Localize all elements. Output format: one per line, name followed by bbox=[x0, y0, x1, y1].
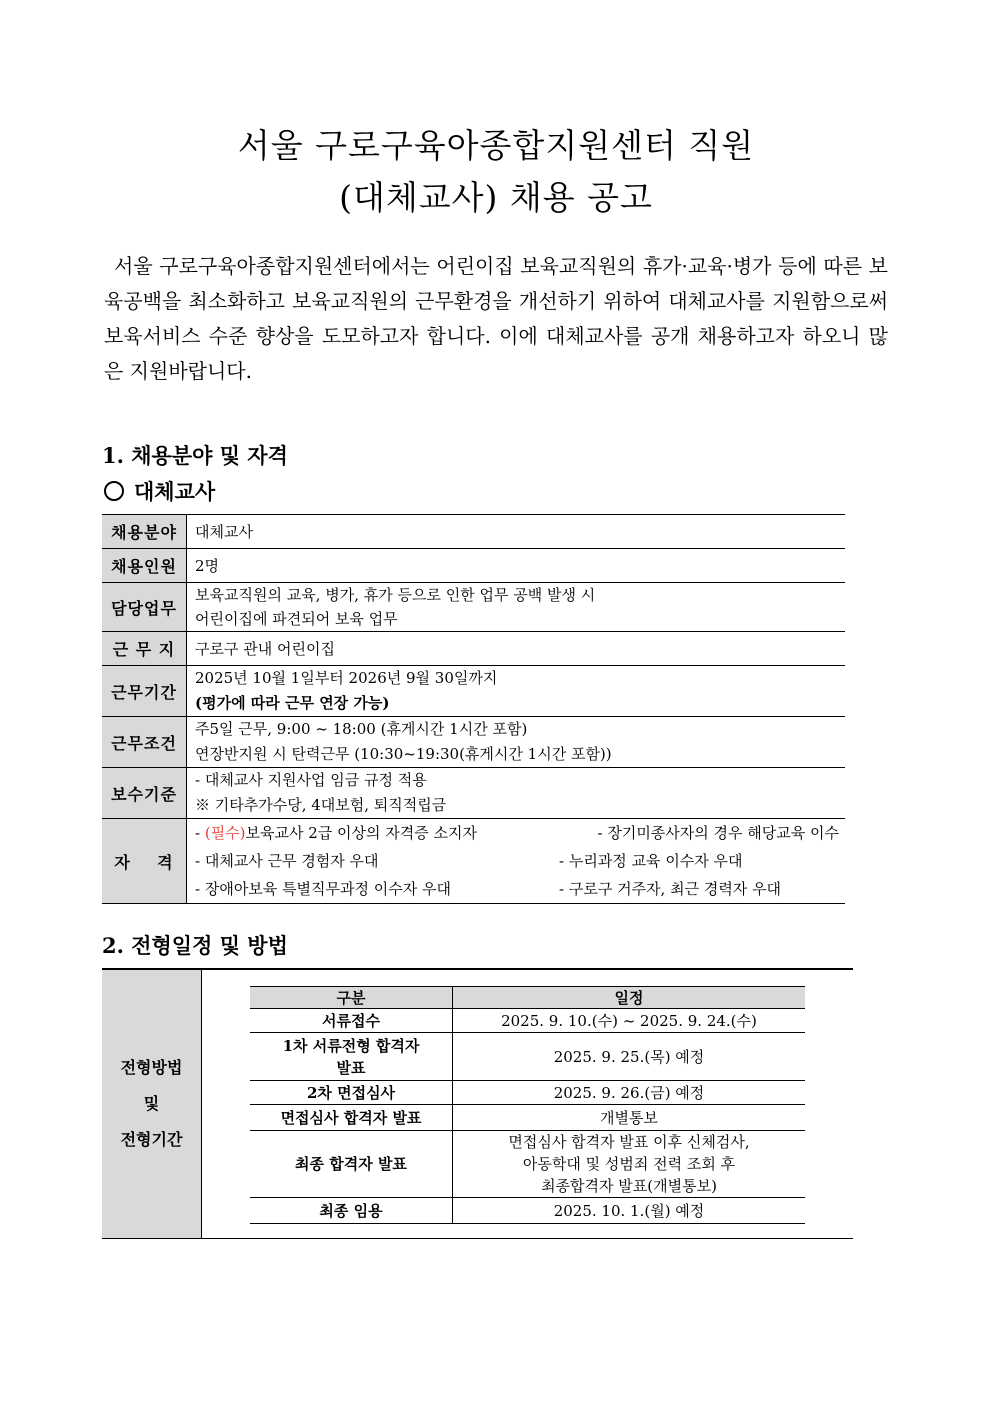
value-field-text: 대체교사 bbox=[195, 522, 253, 541]
duty-line1: 보육교직원의 교육, 병가, 휴가 등으로 인한 업무 공백 발생 시 bbox=[195, 586, 596, 604]
value-pay bbox=[187, 768, 846, 819]
qualification-required bbox=[195, 819, 477, 847]
schedule-line3: 최종합격자 발표(개별통보) bbox=[541, 1177, 717, 1195]
schedule-cell: 2025. 9. 25.(목) 예정 bbox=[453, 1033, 806, 1081]
duty-line2: 어린이집에 파견되어 보육 업무 bbox=[195, 610, 398, 628]
period-line2: (평가에 따라 근무 연장 가능) bbox=[195, 694, 390, 712]
value-period bbox=[187, 666, 846, 717]
item-line1: 1차 서류전형 합격자 bbox=[282, 1036, 420, 1055]
item-cell: 최종 합격자 발표 bbox=[250, 1131, 453, 1198]
notice-title-line1: 서울 구로구육아종합지원센터 직원 bbox=[237, 126, 755, 165]
schedule-box bbox=[102, 968, 853, 1239]
value-qualification bbox=[187, 819, 846, 904]
table-row bbox=[250, 1131, 805, 1198]
label-qualification: 자 격 bbox=[102, 819, 187, 904]
schedule-line2: 아동학대 및 성범죄 전력 조회 후 bbox=[522, 1155, 736, 1173]
period-line1: 2025년 10월 1일부터 2026년 9월 30일까지 bbox=[195, 669, 498, 687]
schedule-cell: 개별통보 bbox=[453, 1105, 806, 1131]
row-pay bbox=[102, 768, 845, 819]
side-label-line1: 전형방법 bbox=[120, 1058, 183, 1077]
row-location bbox=[102, 632, 845, 666]
notice-title-line2: (대체교사) 채용 공고 bbox=[339, 178, 653, 217]
label-pay: 보수기준 bbox=[102, 768, 187, 819]
value-field bbox=[187, 515, 846, 549]
column-header-schedule: 일정 bbox=[453, 987, 806, 1009]
table-row bbox=[250, 1033, 805, 1081]
section2-heading: 2. 전형일정 및 방법 bbox=[102, 933, 288, 958]
value-duty bbox=[187, 583, 846, 632]
row-qualification bbox=[102, 819, 845, 904]
item-line2: 발표 bbox=[336, 1058, 366, 1077]
value-headcount-text: 2명 bbox=[195, 556, 220, 575]
label-period: 근무기간 bbox=[102, 666, 187, 717]
pref1-right: - 누리과정 교육 이수자 우대 bbox=[559, 852, 743, 870]
schedule-table bbox=[250, 986, 805, 1224]
label-conditions: 근무조건 bbox=[102, 717, 187, 768]
schedule-cell: 2025. 10. 1.(월) 예정 bbox=[453, 1198, 806, 1224]
schedule-side-label bbox=[102, 970, 202, 1238]
schedule-cell: 2025. 9. 10.(수) ~ 2025. 9. 24.(수) bbox=[453, 1009, 806, 1033]
item-cell: 2차 면접심사 bbox=[250, 1081, 453, 1105]
conditions-line2: 연장반지원 시 탄력근무 (10:30~19:30(휴게시간 1시간 포함)) bbox=[195, 745, 612, 763]
table-row bbox=[250, 1105, 805, 1131]
value-headcount bbox=[187, 549, 846, 583]
pref1-left: - 대체교사 근무 경험자 우대 bbox=[195, 852, 379, 870]
req-prefix: - bbox=[195, 824, 205, 842]
recruitment-table bbox=[102, 514, 845, 904]
qualification-pref1-row bbox=[195, 847, 839, 875]
value-location bbox=[187, 632, 846, 666]
table-row bbox=[250, 1198, 805, 1224]
req-text: 보육교사 2급 이상의 자격증 소지자 bbox=[245, 824, 478, 842]
row-field bbox=[102, 515, 845, 549]
label-duty: 담당업무 bbox=[102, 583, 187, 632]
column-header-item: 구분 bbox=[250, 987, 453, 1009]
value-conditions bbox=[187, 717, 846, 768]
row-conditions bbox=[102, 717, 845, 768]
label-field: 채용분야 bbox=[102, 515, 187, 549]
table-row bbox=[250, 1009, 805, 1033]
intro-paragraph: 서울 구로구육아종합지원센터에서는 어린이집 보육교직원의 휴가·교육·병가 등에 따른 보육공백을 최소화하고 보육교직원의 근무환경을 개선하기 위하여 대체교사를 지원함으로써 보육서비스 수준 향상을 도모하고자 합니다. 이에 대체교사를 공개 채용하고자 하오니 많은 지원바랍니다. bbox=[104, 254, 888, 383]
pref2-left: - 장애아보육 특별직무과정 이수자 우대 bbox=[195, 880, 451, 898]
row-duty bbox=[102, 583, 845, 632]
schedule-cell bbox=[453, 1131, 806, 1198]
item-cell: 최종 임용 bbox=[250, 1198, 453, 1224]
side-label-line2: 및 bbox=[143, 1094, 160, 1113]
qualification-required-row bbox=[195, 819, 839, 847]
item-cell bbox=[250, 1033, 453, 1081]
schedule-header-row bbox=[250, 987, 805, 1009]
qualification-required-right: - 장기미종사자의 경우 해당교육 이수 bbox=[597, 824, 839, 842]
pref2-right: - 구로구 거주자, 최근 경력자 우대 bbox=[559, 880, 782, 898]
row-headcount bbox=[102, 549, 845, 583]
pay-line1: - 대체교사 지원사업 임금 규정 적용 bbox=[195, 771, 427, 789]
item-cell: 서류접수 bbox=[250, 1009, 453, 1033]
conditions-line1: 주5일 근무, 9:00 ~ 18:00 (휴게시간 1시간 포함) bbox=[195, 720, 528, 738]
subheading-text: 대체교사 bbox=[134, 479, 216, 504]
circle-bullet-icon bbox=[104, 481, 124, 501]
item-cell: 면접심사 합격자 발표 bbox=[250, 1105, 453, 1131]
section1-heading: 1. 채용분야 및 자격 bbox=[102, 443, 288, 468]
qualification-pref2-row bbox=[195, 875, 839, 903]
label-location: 근 무 지 bbox=[102, 632, 187, 666]
value-location-text: 구로구 관내 어린이집 bbox=[195, 639, 335, 658]
schedule-line1: 면접심사 합격자 발표 이후 신체검사, bbox=[508, 1133, 750, 1151]
schedule-cell: 2025. 9. 26.(금) 예정 bbox=[453, 1081, 806, 1105]
pay-line2: ※ 기타추가수당, 4대보험, 퇴직적립금 bbox=[195, 796, 447, 814]
side-label-line3: 전형기간 bbox=[120, 1130, 183, 1149]
label-headcount: 채용인원 bbox=[102, 549, 187, 583]
required-mark: (필수) bbox=[204, 824, 246, 842]
row-period bbox=[102, 666, 845, 717]
table-row bbox=[250, 1081, 805, 1105]
section1-subheading bbox=[104, 476, 215, 506]
